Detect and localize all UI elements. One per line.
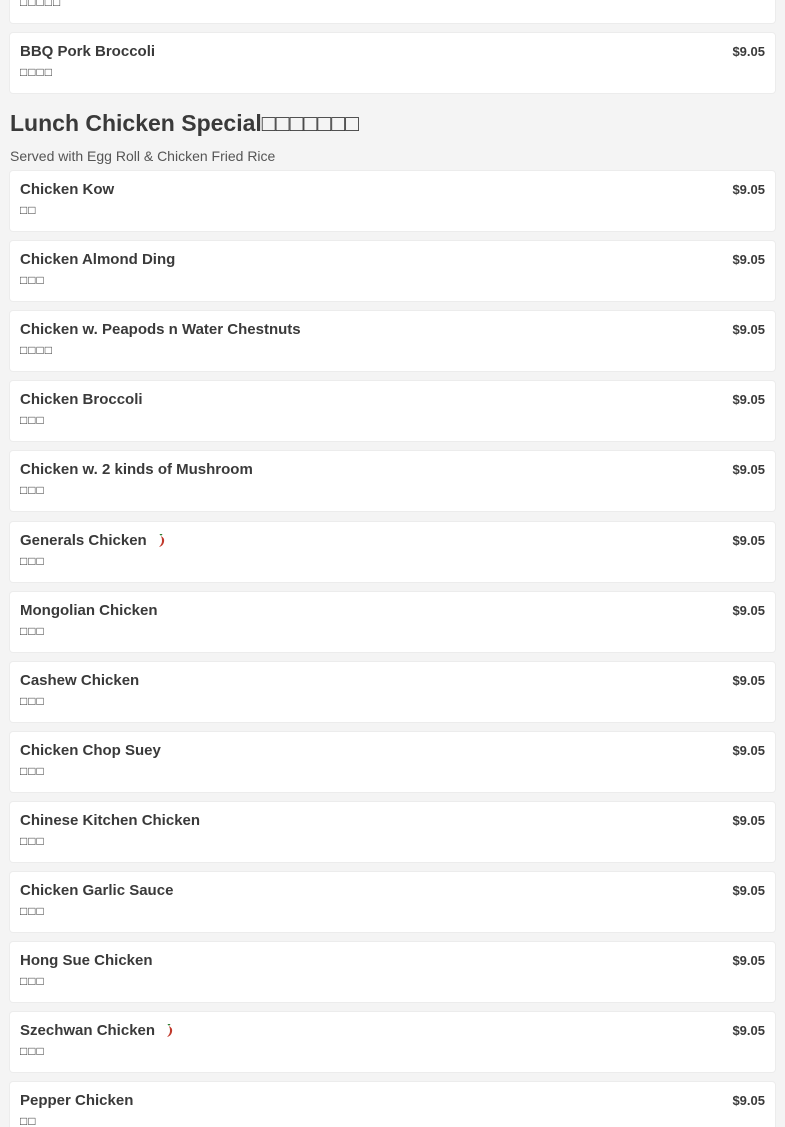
menu-item-price: $9.05 [732, 182, 765, 197]
menu-item-name: Pepper Chicken [20, 1092, 134, 1109]
menu-item-price: $9.05 [732, 883, 765, 898]
menu-item-name: Mongolian Chicken [20, 602, 158, 619]
menu-item-name: Chicken Kow [20, 181, 115, 198]
menu-item-card[interactable] [10, 171, 775, 231]
menu-item-chinese-name: □□□□ [20, 65, 53, 79]
menu-item-price: $9.05 [732, 322, 765, 337]
menu-item-name: Generals Chicken [20, 532, 167, 549]
menu-item-price: $9.05 [732, 603, 765, 618]
menu-item-price: $9.05 [732, 533, 765, 548]
menu-item-card[interactable] [10, 1012, 775, 1072]
menu-item-chinese-name: □□□ [20, 764, 45, 778]
menu-item-card[interactable] [10, 451, 775, 511]
menu-item-chinese-name: □□□ [20, 273, 45, 287]
menu-item-name: Chinese Kitchen Chicken [20, 812, 201, 829]
menu-item-price: $9.05 [732, 953, 765, 968]
menu-item-chinese-name: □□□□□ [20, 0, 62, 9]
menu-item-chinese-name: □□ [20, 1114, 37, 1127]
section-subtitle: Served with Egg Roll & Chicken Fried Rice [10, 148, 276, 164]
menu-item-price: $9.05 [732, 44, 765, 59]
chili-pepper-icon [157, 534, 167, 548]
menu-item-name: Chicken Broccoli [20, 391, 143, 408]
menu-item-price: $9.05 [732, 813, 765, 828]
menu-item-price: $9.05 [732, 392, 765, 407]
menu-item-card[interactable] [10, 942, 775, 1002]
menu-item-chinese-name: □□□ [20, 1044, 45, 1058]
menu-item-chinese-name: □□□ [20, 624, 45, 638]
menu-item-card[interactable] [10, 662, 775, 722]
menu-item-name: Chicken Chop Suey [20, 742, 161, 759]
menu-item-chinese-name: □□ [20, 203, 37, 217]
menu-item-chinese-name: □□□ [20, 974, 45, 988]
menu-item-name: Chicken Garlic Sauce [20, 882, 174, 899]
menu-item-price: $9.05 [732, 1093, 765, 1108]
menu-item-price: $9.05 [732, 743, 765, 758]
menu-item-name: Szechwan Chicken [20, 1022, 175, 1039]
menu-item-price: $9.05 [732, 462, 765, 477]
menu-item-chinese-name: □□□ [20, 483, 45, 497]
menu-item-chinese-name: □□□ [20, 834, 45, 848]
menu-item-card[interactable] [10, 732, 775, 792]
menu-item-price: $9.05 [732, 673, 765, 688]
menu-item-price: $9.05 [732, 252, 765, 267]
menu-item-card[interactable] [10, 872, 775, 932]
menu-item-name: Chicken Almond Ding [20, 251, 176, 268]
menu-item-name: Cashew Chicken [20, 672, 140, 689]
menu-item-card[interactable] [10, 33, 775, 93]
menu-item-price: $9.05 [732, 1023, 765, 1038]
section-title: Lunch Chicken Special□□□□□□□ [10, 110, 360, 136]
menu-item-card[interactable] [10, 802, 775, 862]
menu-item-name: BBQ Pork Broccoli [20, 43, 156, 60]
menu-item-chinese-name: □□□□ [20, 343, 53, 357]
chili-pepper-icon [165, 1024, 175, 1038]
menu-item-card[interactable] [10, 1082, 775, 1127]
menu-item-name: Chicken w. 2 kinds of Mushroom [20, 461, 253, 478]
menu-item-card-partial[interactable] [10, 0, 775, 23]
menu-item-card[interactable] [10, 241, 775, 301]
menu-item-chinese-name: □□□ [20, 694, 45, 708]
menu-item-card[interactable] [10, 592, 775, 652]
menu-item-chinese-name: □□□ [20, 904, 45, 918]
menu-item-name: Hong Sue Chicken [20, 952, 153, 969]
menu-item-name: Chicken w. Peapods n Water Chestnuts [20, 321, 301, 338]
menu-item-card[interactable] [10, 381, 775, 441]
menu-item-card[interactable] [10, 522, 775, 582]
menu-item-card[interactable] [10, 311, 775, 371]
menu-item-chinese-name: □□□ [20, 554, 45, 568]
menu-item-chinese-name: □□□ [20, 413, 45, 427]
